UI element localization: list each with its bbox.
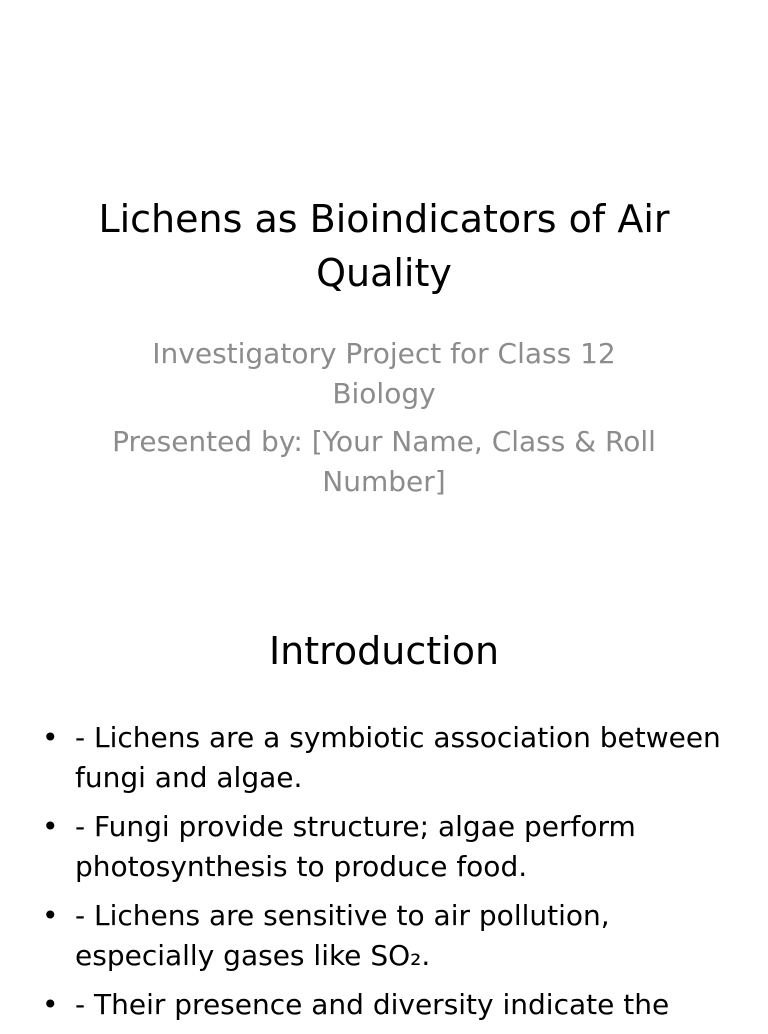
bullet-text: - Fungi provide structure; algae perform photosynthesis to produce food. bbox=[75, 810, 636, 883]
bullet-text: - Lichens are sensitive to air pollution, especially gases like SO₂. bbox=[75, 899, 610, 972]
bullet-item bbox=[40, 896, 740, 976]
bullet-item bbox=[40, 807, 740, 887]
bullet-text: - Lichens are a symbiotic association between fungi and algae. bbox=[75, 721, 721, 794]
bullet-dot-icon: • bbox=[42, 899, 59, 932]
bullet-item bbox=[40, 985, 740, 1025]
introduction-bullet-list bbox=[40, 718, 740, 1034]
subtitle-line-presenter: Presented by: [Your Name, Class & Roll Number] bbox=[112, 425, 656, 498]
bullet-dot-icon: • bbox=[42, 810, 59, 843]
bullet-item bbox=[40, 718, 740, 798]
bullet-dot-icon: • bbox=[42, 721, 59, 754]
subtitle-line-project: Investigatory Project for Class 12 Biology bbox=[152, 337, 616, 410]
bullet-text: - Their presence and diversity indicate the bbox=[75, 988, 670, 1021]
slide-title: Lichens as Bioindicators of Air Quality bbox=[98, 197, 670, 295]
slide-subtitle bbox=[104, 334, 664, 510]
section-heading-introduction: Introduction bbox=[268, 629, 500, 673]
bullet-dot-icon: • bbox=[42, 988, 59, 1021]
